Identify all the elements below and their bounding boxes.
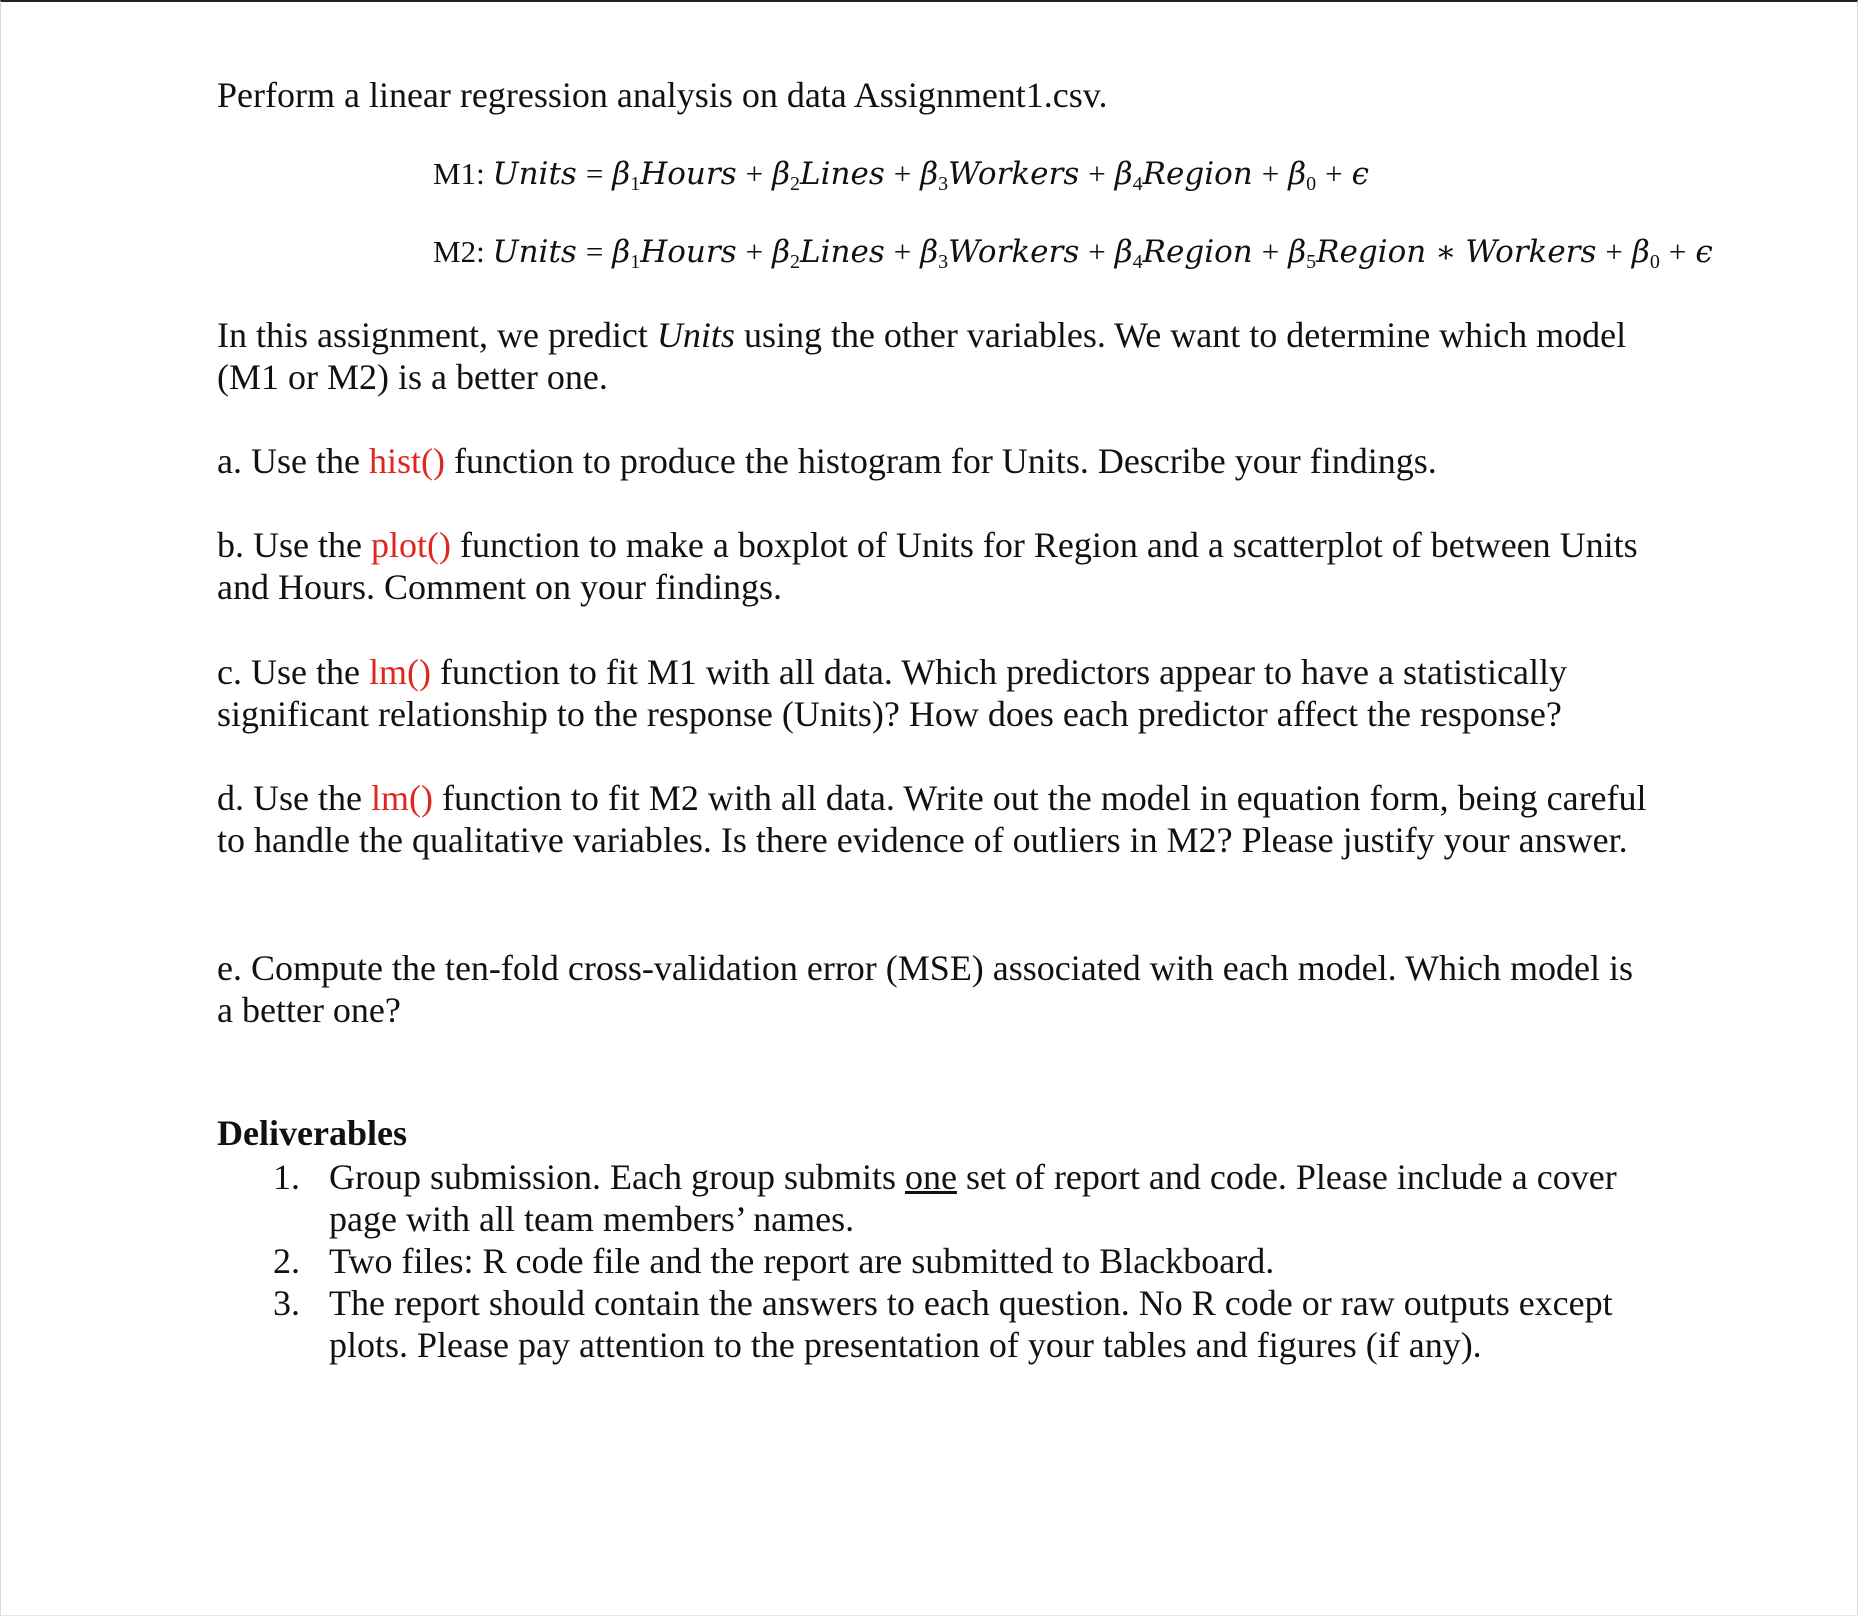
model-m1-equation: M1: Units = $\beta_1Hours$ + $\beta_2Lines$ + $\beta_3Workers$ + $\beta_4Region + \beta_0 + \epsilon$ <box>433 156 1370 195</box>
function-plot: plot() <box>370 525 451 565</box>
function-hist: hist() <box>368 441 445 481</box>
deliverables-list <box>217 1156 1657 1366</box>
question-c: c. Use the lm() function to fit M1 with all data. Which predictors appear to have a statistically significant relationship to the response (Units)? How does each predictor affect the response? <box>217 652 1567 734</box>
question-d: d. Use the lm() function to fit M2 with all data. Write out the model in equation form, being careful to handle the qualitative variables. Is there evidence of outliers in M2? Please justify your answer. <box>217 778 1647 860</box>
question-e: e. Compute the ten-fold cross-validation error (MSE) associated with each model. Which model is a better one? <box>217 948 1633 1030</box>
function-lm: lm() <box>368 652 431 692</box>
m1-lhs: Units <box>492 156 577 192</box>
list-item: 1. Group submission. Each group submits one set of report and code. Please include a cover page with all team members’ names. <box>273 1157 1617 1239</box>
m1-label: M1: <box>433 156 485 191</box>
question-a: a. Use the hist() function to produce the histogram for Units. Describe your findings. <box>217 441 1437 481</box>
intro-text: Perform a linear regression analysis on data Assignment1.csv. <box>217 75 1108 115</box>
m2-label: M2: <box>433 234 485 269</box>
list-item: 3. The report should contain the answers to each question. No R code or raw outputs except plots. Please pay attention to the presentation of your tables and figures (if any). <box>273 1283 1613 1365</box>
m2-lhs: Units <box>492 234 577 270</box>
deliverables-heading: Deliverables <box>217 1113 407 1153</box>
list-item: 2. Two files: R code file and the report are submitted to Blackboard. <box>273 1241 1275 1281</box>
function-lm: lm() <box>370 778 433 818</box>
description-paragraph: In this assignment, we predict Units using the other variables. We want to determine which model (M1 or M2) is a better one. <box>217 315 1627 397</box>
m1-error-term: ϵ <box>1351 156 1370 192</box>
m2-error-term: ϵ <box>1695 234 1713 270</box>
question-b: b. Use the plot() function to make a boxplot of Units for Region and a scatterplot of between Units and Hours. Comment on your findings. <box>217 525 1638 607</box>
model-m2-equation: M2: Units = $\beta_1Hours$ + $\beta_2Lines$ + $\beta_3Workers$ + $\beta_4Region$ + $\beta_5Region$ ∗ Workers + $\beta_0 + \epsilon$ <box>433 234 1713 273</box>
